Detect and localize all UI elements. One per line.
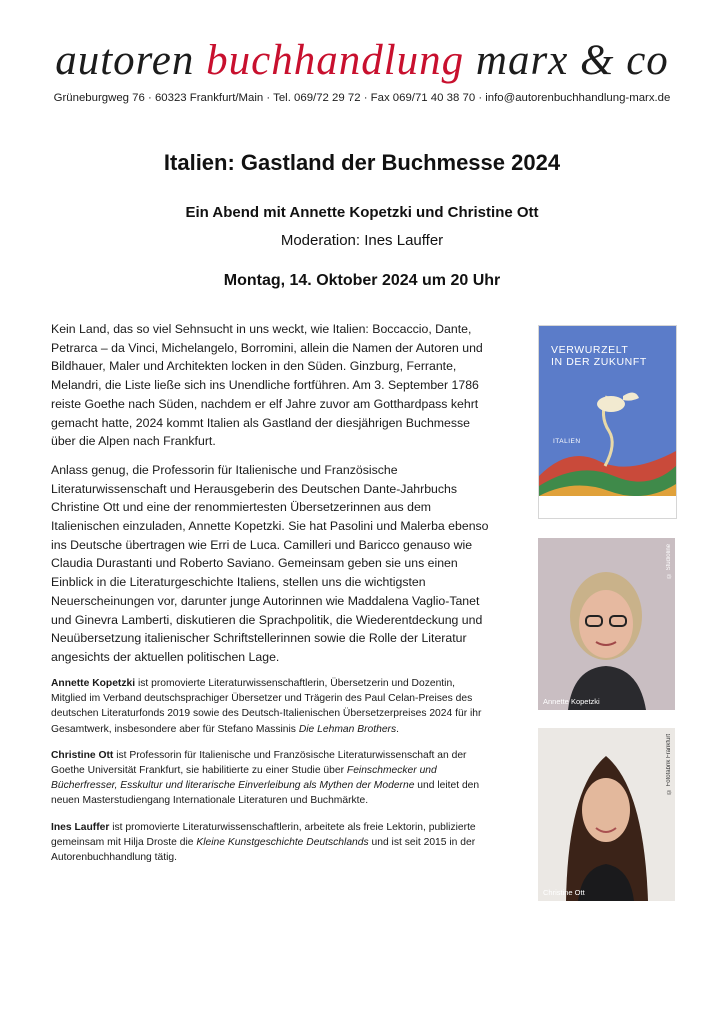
poster-footer — [539, 496, 676, 518]
bio-ott-text: ist Professorin für Italienische und Französische Literaturwissenschaft an der Goethe Universität Frankfurt, sie habilitierte zu einer Studie über — [51, 749, 467, 777]
portrait-ott-illustration — [538, 728, 675, 901]
bio-kopetzki-text: ist promovierte Literaturwissenschaftlerin, Übersetzerin und Dozentin, Mitglied im Verband deutschsprachiger Übersetzer und Trägerin des Paul Celan-Preises des deutschen Literaturfonds 2019 sowie des Deutsch-Italienischen Übersetzerpreises 2024 für ihr Gesamtwerk, insbesondere aber für Stefano Massinis — [51, 678, 482, 735]
bio-lauffer-text: ist promovierte Literaturwissenschaftlerin, arbeitete als freie Lektorin, publizierte gemeinsam mit Hilja Droste die — [51, 821, 476, 848]
bio-lauffer-book: Kleine Kunstgeschichte Deutschlands — [196, 836, 369, 848]
poster-title-line1: VERWURZELT — [551, 344, 629, 356]
poster-title — [551, 344, 647, 368]
description-paragraph-2: Anlass genug, die Professorin für Italienische und Französische Literaturwissenschaft und Herausgeberin des Deutschen Dante-Jahrbuchs Christine Ott und eine der renommiertesten Übersetzerinnen aus dem Italienischen einzuladen, Annette Kopetzki. Sie hat Pasolini und Malerba ebenso ins Deutsche übertragen wie Erri de Luca. Camilleri und Baricco genauso wie Claudia Durastanti und Roberto Saviano. Gemeinsam geben sie uns einen Einblick in die Literaturgeschichte Italiens, stellen uns die wichtigsten Neuerscheinungen vor, darunter junge Autorinnen wie Maddalena Vaglio-Tanet und Ginevra Lamberti, diskutieren die Sprachpolitik, die Wiederentdeckung und Neuübersetzung italienischer Schriftstellerinnen sowie die Rolle der Literatur angesichts der aktuellen politischen Lage. — [51, 462, 489, 664]
poster-title-line2: IN DER ZUKUNFT — [551, 356, 647, 368]
bio-kopetzki-name: Annette Kopetzki — [51, 678, 136, 689]
photo-caption-ott: Christine Ott — [543, 888, 585, 897]
logo-word-marx: marx & co — [475, 37, 669, 84]
bio-ott-book: Feinschmecker und Bücherfresser, Esskultur und literarische Einverleibung als Mythen der Moderne — [51, 765, 437, 792]
event-date: Montag, 14. Oktober 2024 um 20 Uhr — [223, 272, 501, 289]
photo-christine-ott — [538, 728, 675, 901]
bio-lauffer-name: Ines Lauffer — [51, 821, 110, 833]
photo-credit-ott: © Fotofabrik Frankfurt — [666, 734, 672, 795]
logo-word-buchhandlung: buchhandlung — [206, 37, 465, 84]
event-title: Italien: Gastland der Buchmesse 2024 — [163, 150, 561, 175]
bio-lauffer — [51, 820, 491, 866]
photo-caption-kopetzki: Annette Kopetzki — [543, 697, 600, 706]
address-line: Grüneburgweg 76 · 60323 Frankfurt/Main · Tel. 069/72 29 72 · Fax 069/71 40 38 70 · info@autorenbuchhandlung-marx.de — [53, 92, 671, 104]
logo-word-autoren: autoren — [55, 37, 195, 84]
bio-ott-name: Christine Ott — [51, 749, 114, 761]
bio-kopetzki-end: . — [396, 723, 400, 735]
logo — [0, 36, 724, 85]
bio-ott — [51, 748, 491, 809]
bio-ott-end: und leitet den neuen Masterstudiengang Internationale Literaturen und Buchmärkte. — [51, 780, 480, 807]
poster-label: ITALIEN — [553, 438, 581, 445]
buchmesse-poster — [538, 325, 677, 519]
portrait-kopetzki-illustration — [538, 538, 675, 710]
speaker-bios — [51, 676, 491, 876]
event-moderation: Moderation: Ines Lauffer — [280, 232, 444, 249]
description-paragraph-1: Kein Land, das so viel Sehnsucht in uns weckt, wie Italien: Boccaccio, Dante, Petrarca – da Vinci, Michelangelo, Borromini, allein die Namen der Autoren und Bildhauer, Maler und Architekten locken in den Süden. Ginzburg, Ferrante, Melandri, die Liste ließe sich ins Unendliche fortführen. Am 3. September 1786 reiste Goethe nach Süden, nachdem er elf Jahre zuvor am Gotthardpass kehrt gemacht hatte, 2024 kommt Italien als Gastland der diesjährigen Buchmesse über die Alpen nach Frankfurt. — [51, 322, 483, 449]
photo-credit-kopetzki: © Studioline — [666, 544, 672, 579]
bio-lauffer-end: und ist seit 2015 in der Autorenbuchhandlung tätig. — [51, 836, 476, 864]
bio-kopetzki — [51, 676, 491, 737]
event-description — [51, 320, 493, 677]
photo-annette-kopetzki — [538, 538, 675, 710]
event-subtitle: Ein Abend mit Annette Kopetzki und Christine Ott — [185, 204, 539, 221]
bio-kopetzki-book: Die Lehman Brothers — [298, 723, 397, 735]
